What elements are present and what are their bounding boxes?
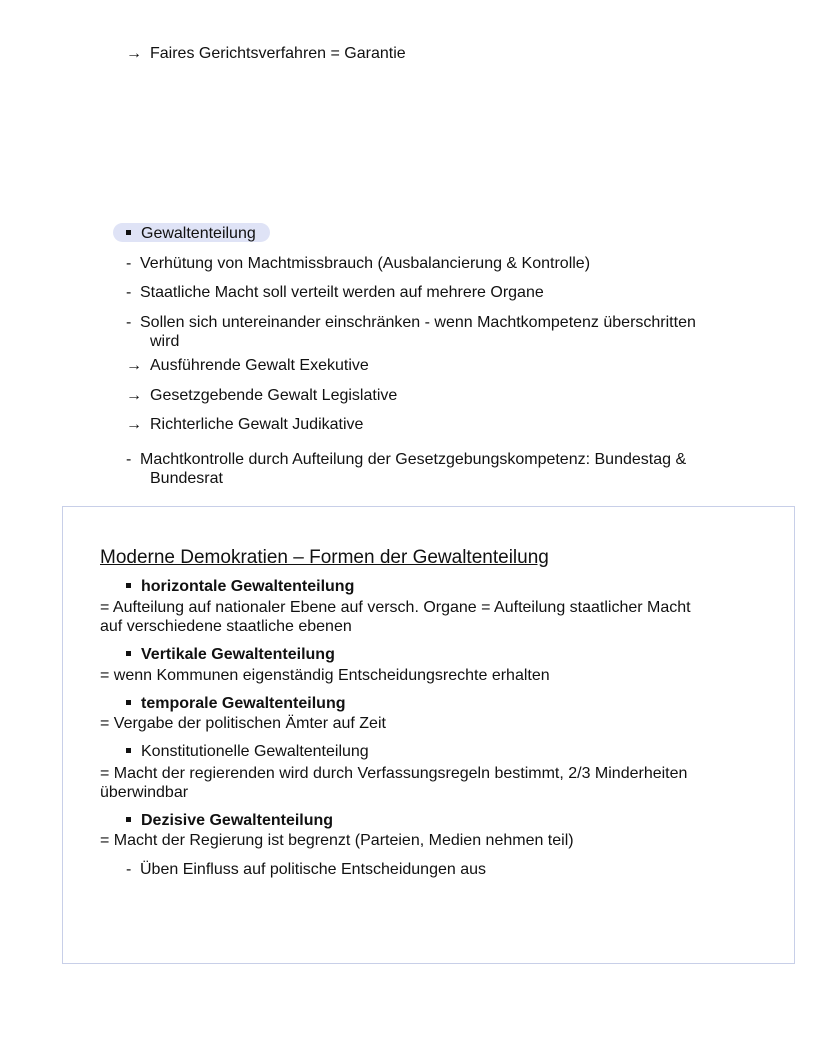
list-item-continuation: Bundesrat <box>150 470 223 487</box>
definition-line: = wenn Kommunen eigenständig Entscheidungsrechte erhalten <box>100 667 550 684</box>
definition-line: = Macht der regierenden wird durch Verfassungsregeln bestimmt, 2/3 Minderheiten <box>100 765 688 782</box>
list-item: - Verhütung von Machtmissbrauch (Ausbalancierung & Kontrolle) <box>126 255 591 272</box>
definition-line: überwindbar <box>100 784 189 801</box>
list-item-arrow: → Richterliche Gewalt Judikative <box>126 416 364 433</box>
list-item-arrow: → Gesetzgebende Gewalt Legislative <box>126 387 398 404</box>
square-bullet-icon <box>126 817 131 822</box>
definition-line: = Aufteilung auf nationaler Ebene auf versch. Organe = Aufteilung staatlicher Macht <box>100 599 691 616</box>
box-heading: Moderne Demokratien – Formen der Gewaltenteilung <box>100 547 549 568</box>
bullet-decisive: Dezisive Gewaltenteilung <box>124 811 333 830</box>
list-item-continuation: wird <box>150 333 180 350</box>
arrow-line-text: Faires Gerichtsverfahren = Garantie <box>150 45 406 62</box>
square-bullet-icon <box>126 583 131 588</box>
bullet-horizontal: horizontale Gewaltenteilung <box>124 577 354 596</box>
square-bullet-icon <box>126 748 131 753</box>
arrow-right-icon: → <box>126 45 142 62</box>
arrow-right-icon: → <box>126 387 142 404</box>
definition-line: = Macht der Regierung ist begrenzt (Parteien, Medien nehmen teil) <box>100 832 574 849</box>
square-bullet-icon <box>126 651 131 656</box>
content-box <box>62 506 795 964</box>
list-item: - Machtkontrolle durch Aufteilung der Gesetzgebungskompetenz: Bundestag & <box>126 451 687 468</box>
arrow-right-icon: → <box>126 416 142 433</box>
arrow-right-icon: → <box>126 357 142 374</box>
square-bullet-icon <box>126 700 131 705</box>
list-item: - Üben Einfluss auf politische Entscheidungen aus <box>126 861 486 878</box>
list-item: - Staatliche Macht soll verteilt werden auf mehrere Organe <box>126 284 544 301</box>
definition-line: auf verschiedene staatliche ebenen <box>100 618 352 635</box>
definition-line: = Vergabe der politischen Ämter auf Zeit <box>100 715 386 732</box>
square-bullet-icon <box>126 230 131 235</box>
bullet-temporal: temporale Gewaltenteilung <box>124 694 345 713</box>
list-item: - Sollen sich untereinander einschränken - wenn Machtkompetenz überschritten <box>126 314 696 331</box>
bullet-constitutional: Konstitutionelle Gewaltenteilung <box>124 742 369 761</box>
bullet-vertical: Vertikale Gewaltenteilung <box>124 645 335 664</box>
list-item-arrow: → Ausführende Gewalt Exekutive <box>126 357 369 374</box>
section-title: Gewaltenteilung <box>124 224 256 243</box>
arrow-line-fair-trial <box>126 44 406 63</box>
